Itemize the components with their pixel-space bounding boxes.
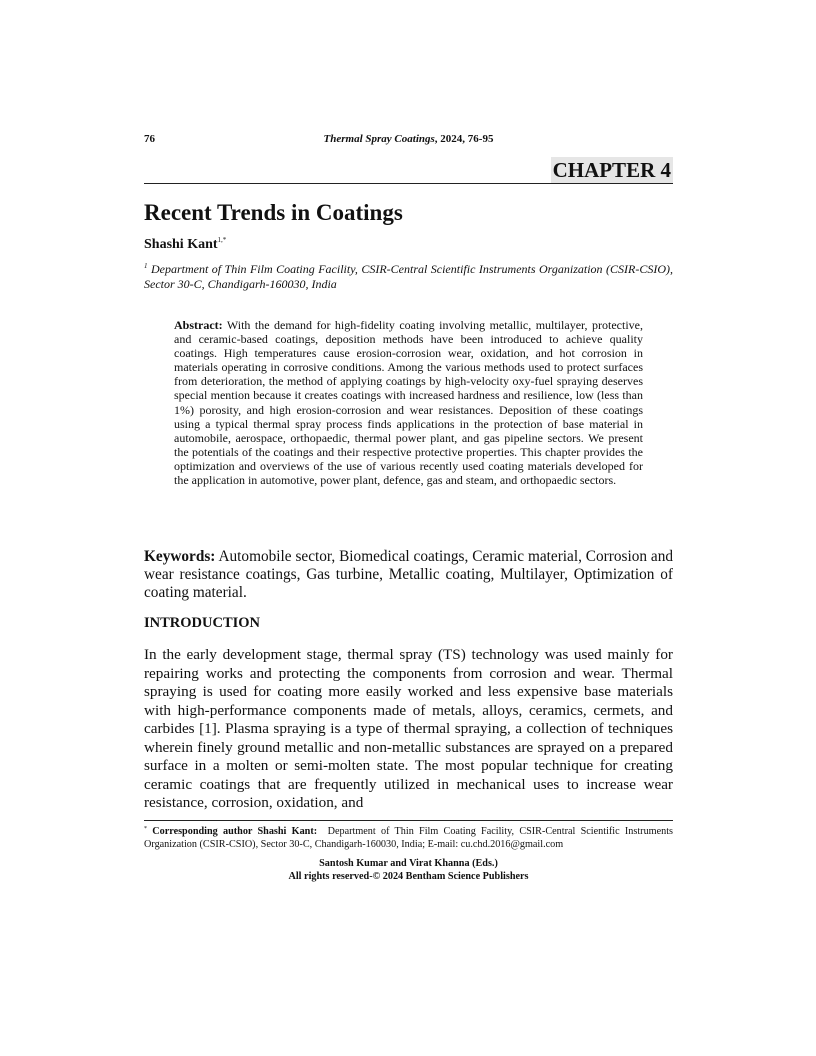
affiliation-text: Department of Thin Film Coating Facility, CSIR-Central Scientific Instruments Organization (CSIR-CSIO), Sector 30-C, Chandigarh-160030, India [144,262,673,291]
abstract-text: With the demand for high-fidelity coating involving metallic, multilayer, protective, and ceramic-based coatings, deposition methods have been introduced to achieve quality coatings. High temperatures cause erosion-corrosion wear, oxidation, and hot corrosion in materials operating in corrosive conditions. Among the various methods used to protect surfaces from deterioration, the method of applying coatings by high-velocity oxy-fuel spraying deserves special mention because it creates coatings with increased hardness and resilience, low (less than 1%) porosity, and high erosion-corrosion and wear resistances. Deposition of these coatings using a typical thermal spray process finds applications in the protection of base material in automobile, aerospace, orthopaedic, thermal power plant, and gas pipeline sectors. We present the potentials of the coatings and their respective protective properties. This chapter provides the optimization and overviews of the use of various recently used coating materials developed for the application in automotive, power plant, defence, gas and steam, and orthopaedic sectors. [174,318,643,488]
footnote-divider [144,820,673,821]
introduction-paragraph: In the early development stage, thermal spray (TS) technology was used mainly for repairing works and protecting the components from corrosion and wear. Thermal spraying is used for coating more easily worked and less expensive base materials with high-performance components made of metals, alloys, ceramics, cermets, and carbides [1]. Plasma spraying is a type of thermal spraying, a collection of techniques wherein finely ground metallic and non-metallic substances are sprayed on a prepared surface in a molten or semi-molten state. The most popular technique for creating ceramic coatings that are frequently utilized in mechanical uses to increase wear resistance, corrosion, oxidation, and [144,646,673,811]
author-name: Shashi Kant [144,237,218,252]
author [144,236,226,253]
introduction-heading: INTRODUCTION [144,615,261,631]
journal-name: Thermal Spray Coatings [323,133,435,145]
publisher-info [144,857,673,883]
author-marks: 1,* [217,236,227,244]
rights-notice: All rights reserved-© 2024 Bentham Science Publishers [288,871,529,882]
running-header [144,133,673,149]
abstract-label: Abstract: [174,318,223,332]
editors: Santosh Kumar and Virat Khanna (Eds.) [319,858,498,869]
keywords-label: Keywords: [144,548,216,565]
chapter-label: CHAPTER 4 [552,158,671,182]
footnote-text: Department of Thin Film Coating Facility, CSIR-Central Scientific Instruments Organization (CSIR-CSIO), Sector 30-C, Chandigarh-160030, India; E-mail: cu.chd.2016@gmail.com [144,826,674,850]
chapter-title: Recent Trends in Coatings [144,200,403,225]
affiliation [144,259,673,292]
page-number: 76 [144,133,155,145]
footnote-mark: * [144,826,147,832]
journal-details: , 2024, 76-95 [434,133,494,145]
footnote-label: Corresponding author Shashi Kant: [152,826,318,837]
abstract [174,318,643,487]
header-divider [144,183,673,184]
keywords-text: Automobile sector, Biomedical coatings, Ceramic material, Corrosion and wear resistance coatings, Gas turbine, Metallic coating, Multilayer, Optimization of coating material. [144,548,673,601]
affiliation-mark: 1 [144,262,148,270]
footnote [144,823,673,851]
keywords [144,548,673,602]
running-head-title [144,133,673,145]
